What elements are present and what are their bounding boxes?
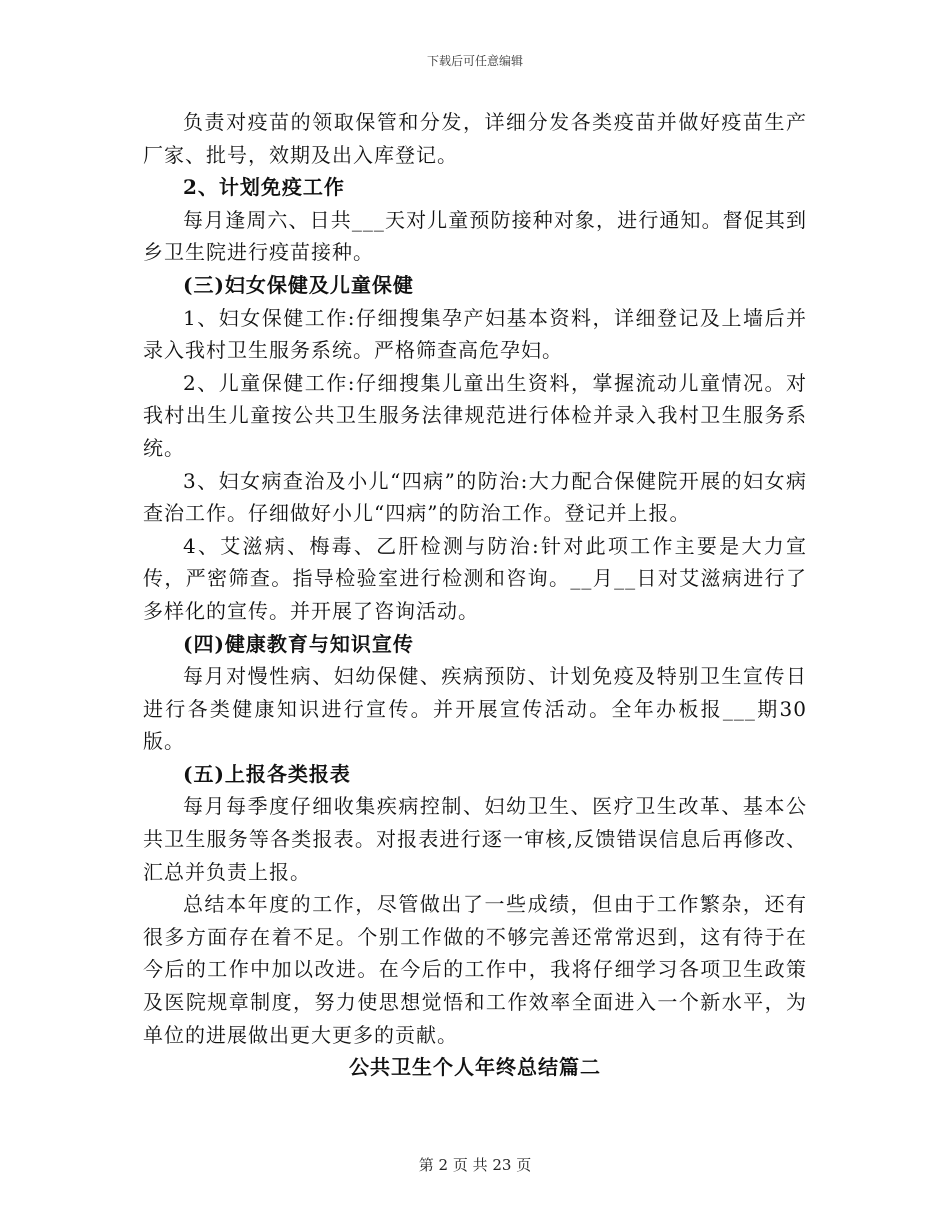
section-heading-reports: (五)上报各类报表 [183, 761, 351, 786]
paragraph-disease-screening: 3、妇女病查治及小儿“四病”的防治:大力配合保健院开展的妇女病查治工作。仔细做好小儿“四病”的防治工作。登记并上报。 [143, 468, 807, 526]
page-number-footer: 第 2 页 共 23 页 [418, 1156, 532, 1174]
section-heading-health-education: (四)健康教育与知识宣传 [183, 631, 414, 656]
document-body [143, 106, 807, 1084]
paragraph-vaccine-management: 负责对疫苗的领取保管和分发，详细分发各类疫苗并做好疫苗生产厂家、批号，效期及出入库登记。 [143, 110, 807, 167]
paragraph-aids-prevention: 4、艾滋病、梅毒、乙肝检测与防治:针对此项工作主要是大力宣传，严密筛查。指导检验室进行检测和咨询。__月__日对艾滋病进行了多样化的宣传。并开展了咨询活动。 [143, 533, 807, 623]
document-section-title: 公共卫生个人年终总结篇二 [349, 1055, 601, 1080]
paragraph-child-health: 2、儿童保健工作:仔细搜集儿童出生资料，掌握流动儿童情况。对我村出生儿童按公共卫生服务法律规范进行体检并录入我村卫生服务系统。 [143, 370, 807, 460]
page-header: 下载后可任意编辑 [426, 54, 523, 68]
paragraph-immunization: 每月逢周六、日共___天对儿童预防接种对象，进行通知。督促其到乡卫生院进行疫苗接种。 [143, 207, 807, 265]
paragraph-health-education: 每月对慢性病、妇幼保健、疾病预防、计划免疫及特别卫生宣传日进行各类健康知识进行宣传。并开展宣传活动。全年办板报___期30版。 [143, 664, 807, 754]
section-heading-women-children-health: (三)妇女保健及儿童保健 [183, 272, 414, 297]
paragraph-women-health: 1、妇女保健工作:仔细搜集孕产妇基本资料，详细登记及上墙后并录入我村卫生服务系统。严格筛查高危孕妇。 [143, 305, 807, 363]
paragraph-reports: 每月每季度仔细收集疾病控制、妇幼卫生、医疗卫生改革、基本公共卫生服务等各类报表。对报表进行逐一审核,反馈错误信息后再修改、汇总并负责上报。 [143, 794, 807, 884]
paragraph-summary: 总结本年度的工作，尽管做出了一些成绩，但由于工作繁杂，还有很多方面存在着不足。个别工作做的不够完善还常常迟到，这有待于在今后的工作中加以改进。在今后的工作中，我将仔细学习各项卫生政策及医院规章制度，努力使思想觉悟和工作效率全面进入一个新水平，为单位的进展做出更大更多的贡献。 [143, 892, 807, 1047]
section-heading-immunization: 2、计划免疫工作 [183, 175, 345, 200]
